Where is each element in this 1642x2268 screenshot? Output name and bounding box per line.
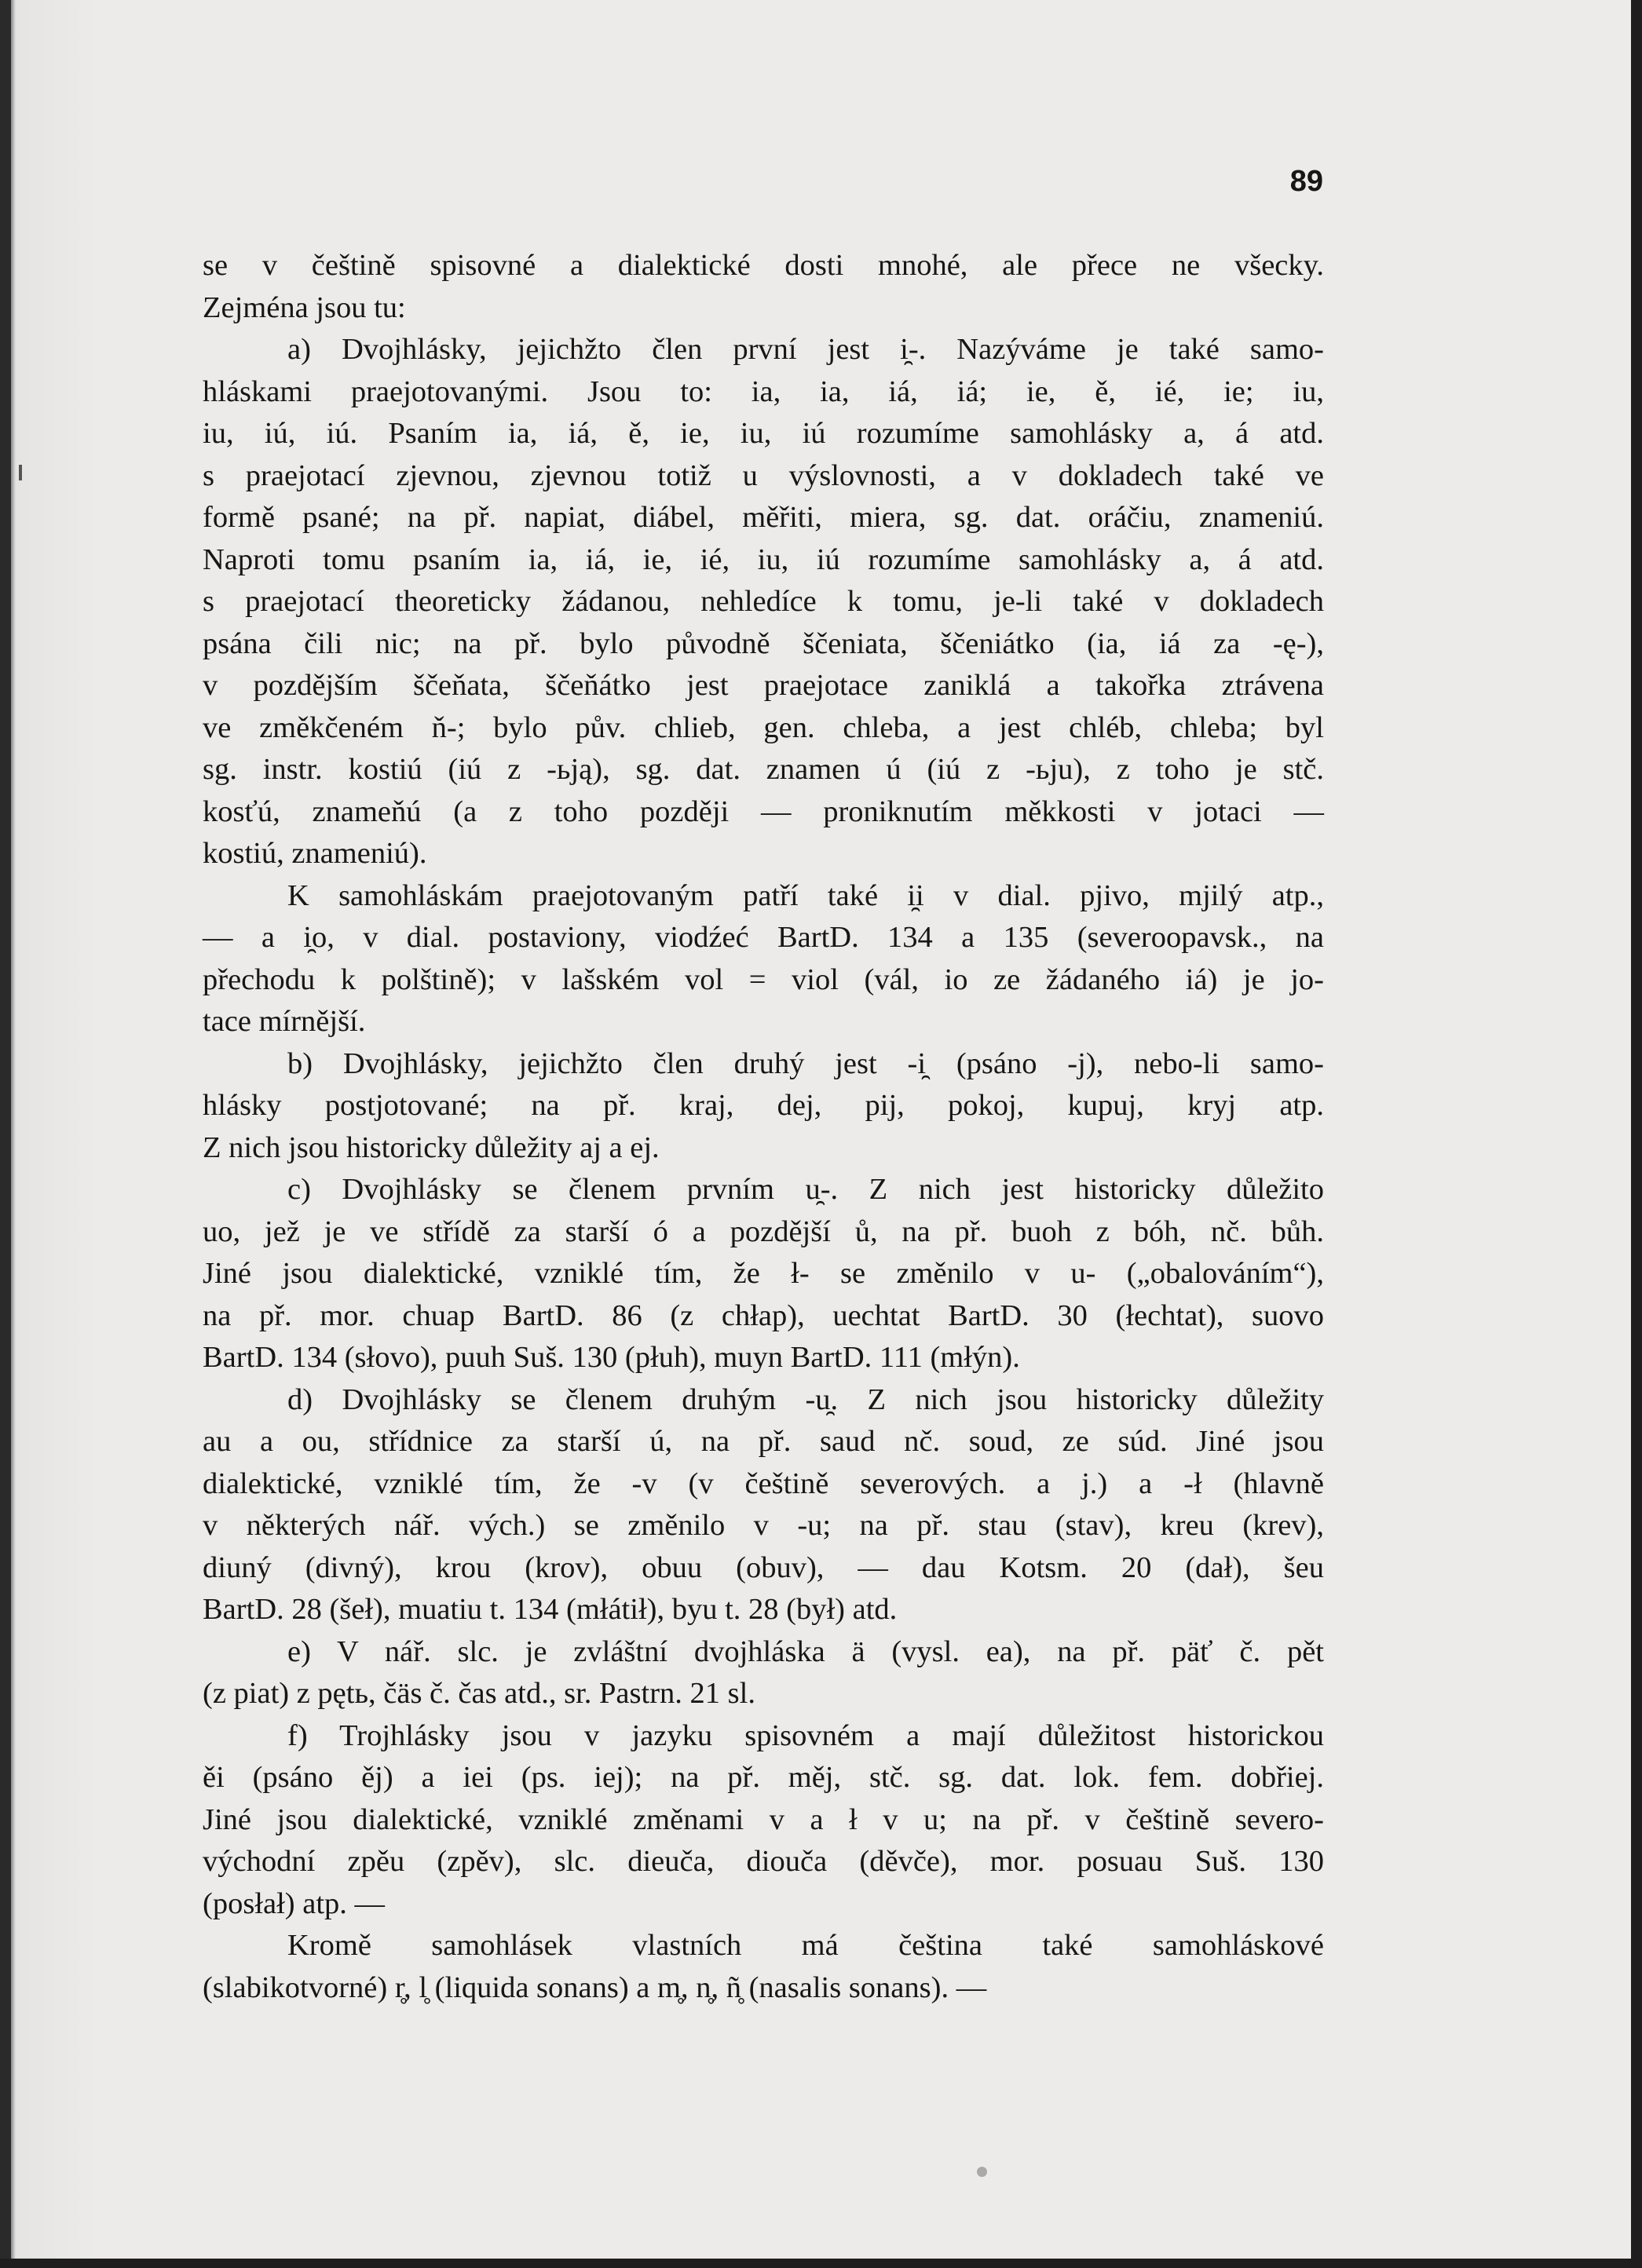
text-line: au a ou, střídnice za starší ú, na př. saud nč. soud, ze súd. Jiné jsou — [203, 1425, 1324, 1458]
text-line: sg. instr. kostiú (iú z -ьją), sg. dat. znamen ú (iú z -ьju), z toho je stč. — [203, 753, 1324, 786]
text-line: ěi (psáno ěj) a iei (ps. iej); na př. měj, stč. sg. dat. lok. fem. dobřiej. — [203, 1761, 1324, 1794]
text-line: (slabikotvorné) r̥, l̥ (liquida sonans) a m̥, n̥, ñ̥ (nasalis sonans). — — [203, 1970, 987, 2004]
text-line: v některých nář. vých.) se změnilo v -u; na př. stau (stav), kreu (krev), — [203, 1509, 1324, 1542]
text-line: v pozdějším ščeňata, ščeňátko jest praejotace zaniklá a takořka ztrávena — [203, 669, 1324, 702]
text-line: hláskami praejotovanými. Jsou to: ia, ia, iá, iá; ie, ě, ié, ie; iu, — [203, 374, 1324, 408]
text-line: dialektické, vzniklé tím, že -v (v češtině severových. a j.) a -ł (hlavně — [203, 1466, 1324, 1500]
text-line: na př. mor. chuap BartD. 86 (z chłap), uechtat BartD. 30 (łechtat), suovo — [203, 1298, 1324, 1332]
text-line: b) Dvojhlásky, jejichžto člen druhý jest -i̯ (psáno -j), nebo-li samo- — [287, 1046, 1324, 1080]
text-line: psána čili nic; na př. bylo původně ščeniata, ščeniátko (ia, iá za -ę-), — [203, 626, 1324, 660]
page-bottom-edge — [0, 2259, 1642, 2268]
text-line: přechodu k polštině); v lašském vol = viol (vál, io ze žádaného iá) je jo- — [203, 962, 1324, 996]
text-line: — a i̯o, v dial. postaviony, viodźeć BartD. 134 a 135 (severoopavsk., na — [203, 921, 1324, 954]
text-line: tace mírnější. — [203, 1005, 366, 1038]
page-gutter-shadow — [11, 0, 16, 2268]
text-line: d) Dvojhlásky se členem druhým -u̯. Z nich jsou historicky důležity — [287, 1382, 1324, 1416]
page-right-edge — [1631, 0, 1642, 2268]
text-line: iu, iú, iú. Psaním ia, iá, ě, ie, iu, iú rozumíme samohlásky a, á atd. — [203, 417, 1324, 450]
paper-speck — [977, 2167, 987, 2177]
text-line: formě psané; na př. napiat, diábel, měřiti, miera, sg. dat. oráčiu, znameniú. — [203, 501, 1324, 534]
text-line: BartD. 28 (šeł), muatiu t. 134 (młátił), byu t. 28 (był) atd. — [203, 1593, 898, 1626]
body-text — [203, 245, 1324, 2009]
text-line: kosťú, znameňú (a z toho později — proniknutím měkkosti v jotaci — — [203, 794, 1324, 828]
text-line: Z nich jsou historicky důležity aj a ej. — [203, 1130, 660, 1164]
margin-mark — [19, 465, 22, 480]
text-line: c) Dvojhlásky se členem prvním u̯-. Z nich jest historicky důležito — [287, 1173, 1324, 1206]
text-line: (z piat) z pętь, čäs č. čas atd., sr. Pastrn. 21 sl. — [203, 1677, 755, 1710]
text-line: Kromě samohlásek vlastních má čeština také samohláskové — [287, 1929, 1324, 1962]
text-line: uo, jež je ve střídě za starší ó a pozdější ů, na př. buoh z bóh, nč. bůh. — [203, 1214, 1324, 1248]
page-left-edge — [0, 0, 11, 2268]
text-line: a) Dvojhlásky, jejichžto člen první jest i̯-. Nazýváme je také samo- — [287, 333, 1324, 366]
text-line: (posłał) atp. — — [203, 1886, 386, 1920]
text-line: kostiú, znameniú). — [203, 837, 427, 870]
text-line: diuný (divný), krou (krov), obuu (obuv), — dau Kotsm. 20 (dał), šeu — [203, 1550, 1324, 1584]
text-line: Naproti tomu psaním ia, iá, ie, ié, iu, iú rozumíme samohlásky a, á atd. — [203, 542, 1324, 576]
text-line: Jiné jsou dialektické, vzniklé změnami v a ł v u; na př. v češtině severo- — [203, 1802, 1324, 1836]
text-line: Zejména jsou tu: — [203, 290, 406, 324]
text-line: se v češtině spisovné a dialektické dosti mnohé, ale přece ne všecky. — [203, 249, 1324, 282]
text-line: f) Trojhlásky jsou v jazyku spisovném a mají důležitost historickou — [287, 1718, 1324, 1752]
page-number: 89 — [1289, 165, 1323, 198]
text-line: s praejotací theoreticky žádanou, nehledíce k tomu, je-li také v dokladech — [203, 585, 1324, 618]
text-line: BartD. 134 (słovo), puuh Suš. 130 (płuh), muyn BartD. 111 (młýn). — [203, 1341, 1020, 1374]
text-line: e) V nář. slc. je zvláštní dvojhláska ä (vysl. ea), na př. päť č. pět — [287, 1634, 1324, 1668]
text-line: Jiné jsou dialektické, vzniklé tím, že ł- se změnilo v u- („obalováním“), — [203, 1257, 1324, 1290]
text-line: K samohláskám praejotovaným patří také i̯i v dial. pjivo, mjilý atp., — [287, 878, 1324, 912]
text-line: s praejotací zjevnou, zjevnou totiž u výslovnosti, a v dokladech také ve — [203, 458, 1324, 492]
text-line: hlásky postjotované; na př. kraj, dej, pij, pokoj, kupuj, kryj atp. — [203, 1089, 1324, 1122]
text-line: východní zpěu (zpěv), slc. dieuča, diouča (děvče), mor. posuau Suš. 130 — [203, 1845, 1324, 1878]
text-line: ve změkčeném ň-; bylo pův. chlieb, gen. chleba, a jest chléb, chleba; byl — [203, 710, 1324, 744]
